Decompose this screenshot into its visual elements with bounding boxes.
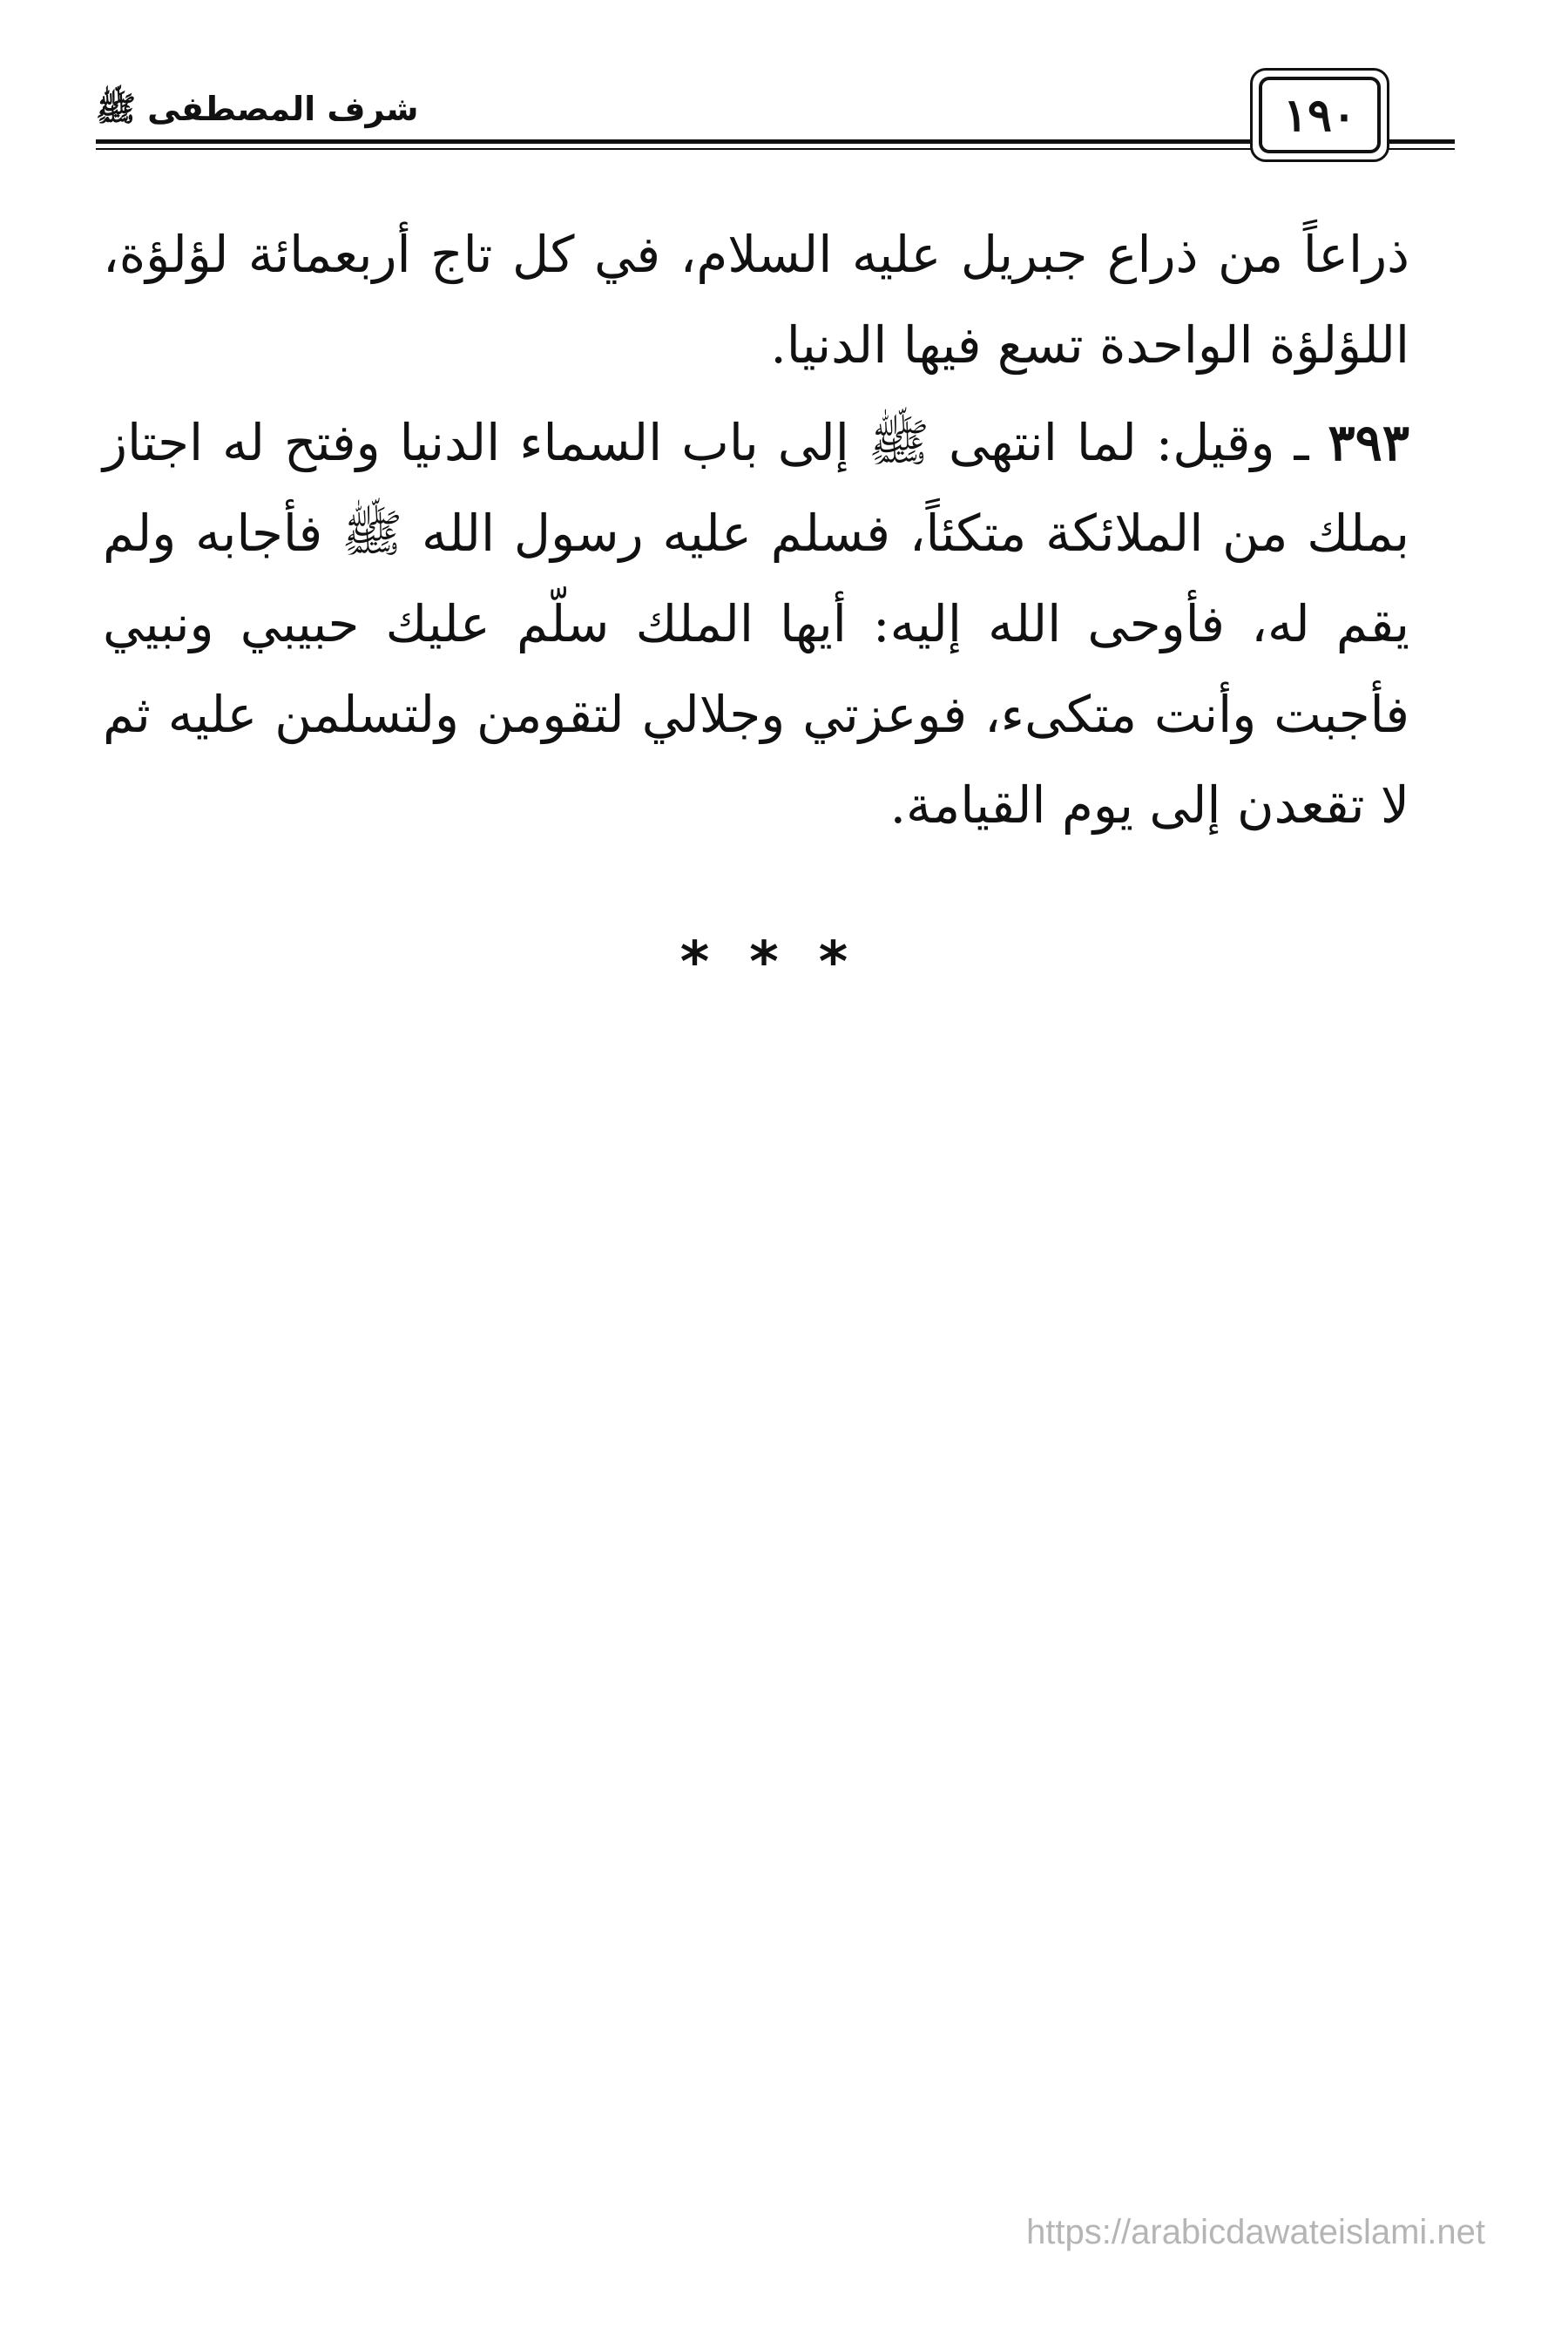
paragraph-continuation: ذراعاً من ذراع جبريل عليه السلام، في كل تاج أربعمائة لؤلؤة، اللؤلؤة الواحدة تسع فيها الدنيا. bbox=[103, 225, 1409, 375]
item-number: ٣٩٣ bbox=[1328, 413, 1409, 472]
source-watermark: https://arabicdawateislami.net bbox=[1026, 2213, 1485, 2251]
page-header bbox=[96, 68, 1455, 168]
page-number-frame bbox=[1250, 68, 1389, 162]
page-number: ١٩٠ bbox=[1259, 77, 1381, 153]
running-title: شرف المصطفى ﷺ bbox=[96, 90, 419, 128]
page-body bbox=[103, 209, 1409, 850]
section-separator: *** bbox=[679, 931, 889, 995]
paragraph-393 bbox=[103, 397, 1409, 850]
paragraph-393-text: ـ وقيل: لما انتهى ﷺ إلى باب السماء الدنيا وفتح له اجتاز بملك من الملائكة متكئاً، فسلم عليه رسول الله ﷺ فأجابه ولم يقم له، فأوحى الله إليه: أيها الملك سلّم عليك حبيبي ونبيي فأجبت وأنت متكىء، فوعزتي وجلالي لتقومن ولتسلمن عليه ثم لا تقعدن إلى يوم القيامة. bbox=[103, 413, 1409, 835]
